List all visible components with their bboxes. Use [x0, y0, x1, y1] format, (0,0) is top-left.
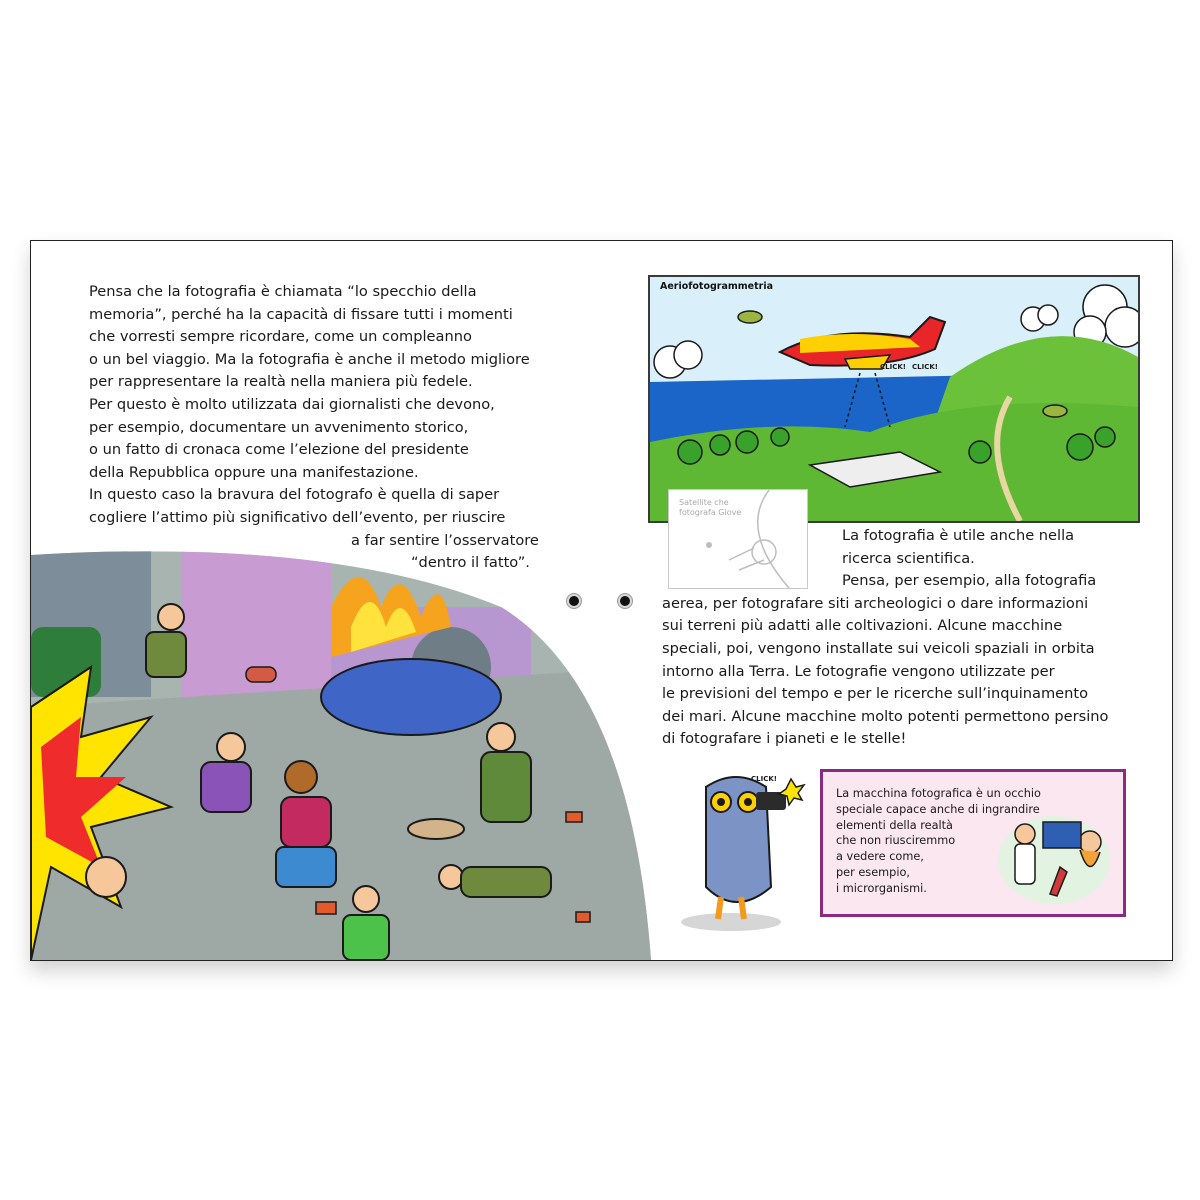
- satellite-caption-line: fotografa Giove: [679, 508, 742, 517]
- binding-dot: [567, 594, 581, 608]
- satellite-caption-line: Satellite che: [679, 498, 729, 507]
- click-sound-text: CLICK!: [880, 363, 906, 371]
- text-line: Pensa, per esempio, alla fotografia: [842, 572, 1097, 590]
- text-line: ricerca scientifica.: [842, 549, 975, 567]
- callout-line: La macchina fotografica è un occhio: [836, 787, 1041, 800]
- text-line: Per questo è molto utilizzata dai giornalisti che devono,: [89, 395, 495, 413]
- owl-click-text: CLICK!: [751, 775, 777, 783]
- callout-line: a vedere come,: [836, 850, 924, 864]
- panel-title: Aeriofotogrammetria: [660, 281, 774, 292]
- text-line: o un bel viaggio. Ma la fotografia è anche il metodo migliore: [89, 350, 530, 368]
- text-line: In questo caso la bravura del fotografo è quella di saper: [89, 486, 500, 504]
- text-line: memoria”, perché ha la capacità di fissare tutti i momenti: [89, 305, 513, 323]
- callout-line: speciale capace anche di ingrandire: [836, 802, 1040, 816]
- click-sound-text: CLICK!: [912, 363, 938, 371]
- scientists-microscope-illustration: [995, 812, 1113, 908]
- text-line: “dentro il fatto”.: [411, 554, 530, 572]
- text-line: aerea, per fotografare siti archeologici o dare informazioni: [662, 594, 1089, 612]
- text-line: le previsioni del tempo e per le ricerche sull’inquinamento: [662, 685, 1089, 703]
- left-page-text: [89, 281, 549, 575]
- text-line: a far sentire l’osservatore: [351, 531, 539, 549]
- aerial-landscape-illustration: [650, 277, 1138, 521]
- text-line: per esempio, documentare un avvenimento storico,: [89, 418, 469, 436]
- text-line: o un fatto di cronaca come l’elezione del presidente: [89, 441, 469, 459]
- text-line: che vorresti sempre ricordare, come un compleanno: [89, 328, 472, 346]
- riot-scene-illustration: [31, 547, 651, 960]
- callout-line: che non riusciremmo: [836, 834, 956, 848]
- text-line: Pensa che la fotografia è chiamata “lo specchio della: [89, 283, 477, 300]
- text-line: della Repubblica oppure una manifestazione.: [89, 463, 419, 481]
- text-line: cogliere l’attimo più significativo dell’evento, per riuscire: [89, 508, 506, 526]
- microscope-callout-box: [820, 769, 1126, 917]
- text-line: per rappresentare la realtà nella maniera più fedele.: [89, 373, 473, 391]
- text-line: dei mari. Alcune macchine molto potenti permettono persino: [662, 707, 1109, 725]
- binding-dot: [618, 594, 632, 608]
- callout-line: elementi della realtà: [836, 818, 953, 832]
- text-line: sui terreni più adatti alle coltivazioni. Alcune macchine: [662, 617, 1063, 635]
- satellite-caption: [679, 498, 749, 518]
- text-line: di fotografare i pianeti e le stelle!: [662, 730, 907, 748]
- text-line: speciali, poi, vengono installate sui veicoli spaziali in orbita: [662, 639, 1095, 657]
- text-line: intorno alla Terra. Le fotografie vengono utilizzate per: [662, 662, 1055, 680]
- right-page-text: [662, 525, 1109, 751]
- aerial-photography-panel: [648, 275, 1140, 523]
- book-spread: [30, 240, 1173, 961]
- text-line: La fotografia è utile anche nella: [842, 527, 1075, 544]
- owl-photographer-illustration: [676, 767, 806, 932]
- callout-line: i microrganismi.: [836, 881, 927, 895]
- callout-line: per esempio,: [836, 865, 910, 879]
